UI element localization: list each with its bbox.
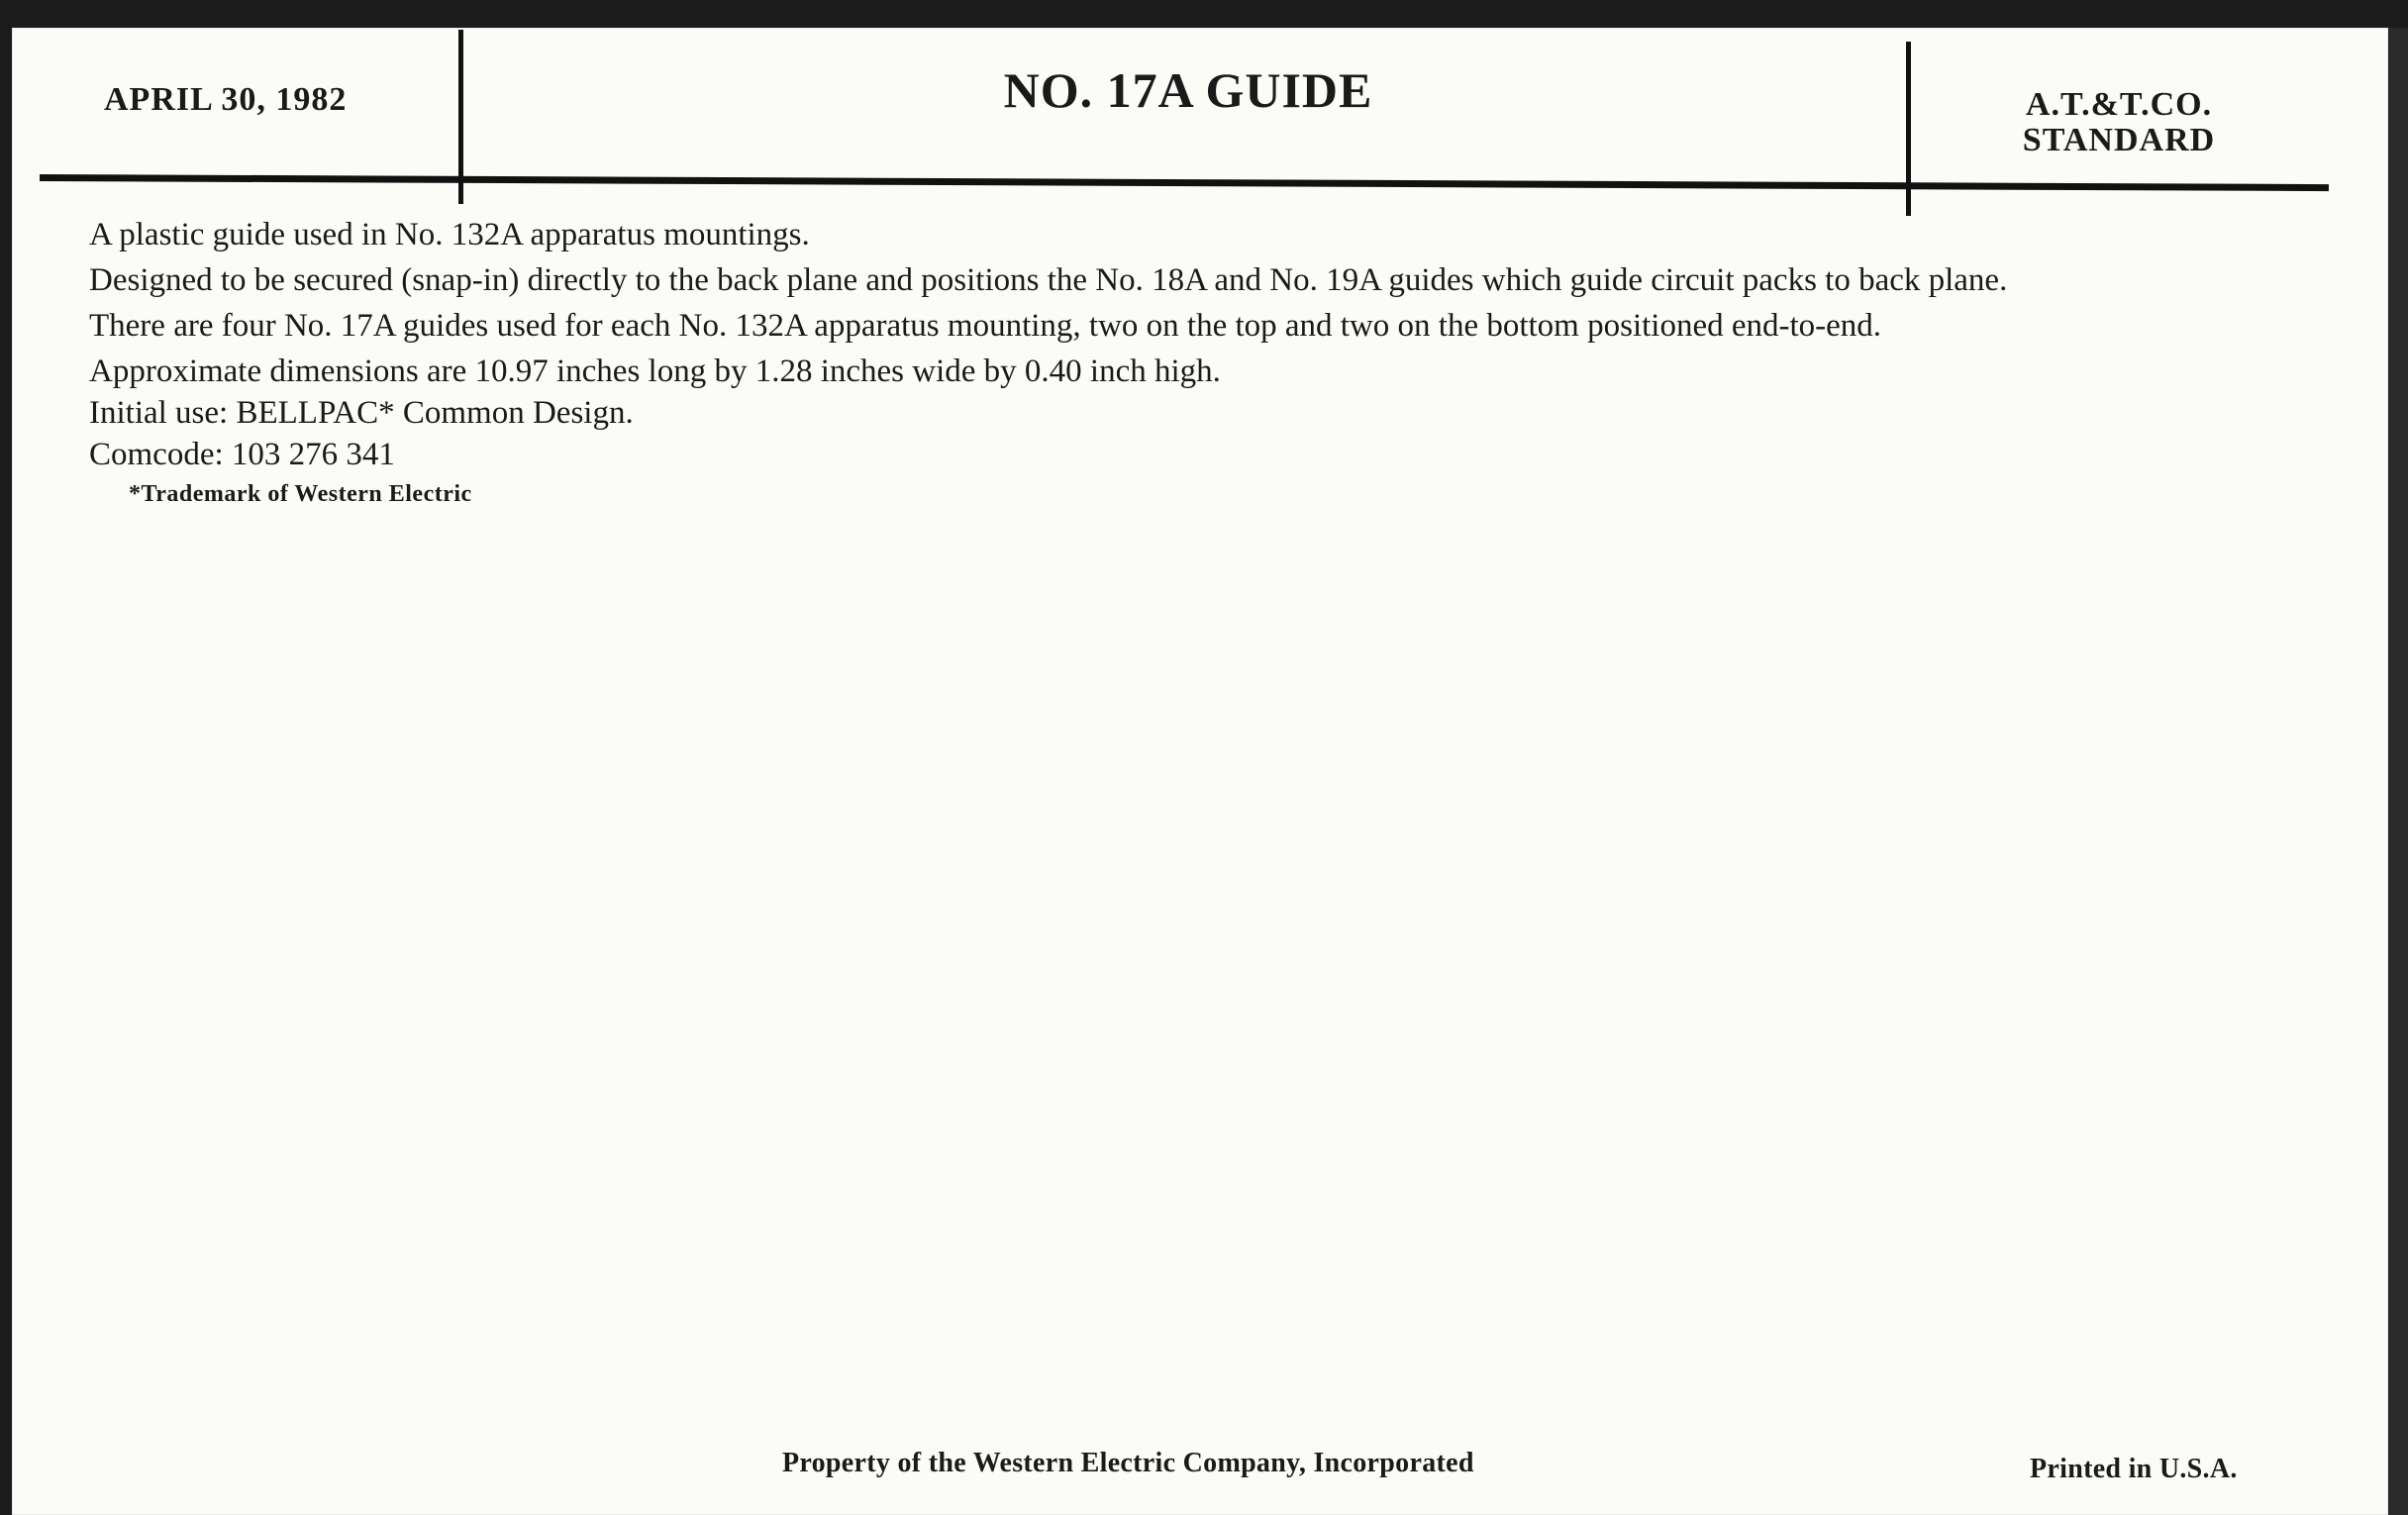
- paragraph-description: A plastic guide used in No. 132A apparatus mountings.: [89, 217, 810, 252]
- printed-notice: Printed in U.S.A.: [2030, 1454, 2238, 1484]
- standard-label-line1: A.T.&T.CO.: [2025, 86, 2213, 123]
- standard-label-line2: STANDARD: [2022, 122, 2216, 158]
- issue-date: APRIL 30, 1982: [104, 81, 348, 118]
- document-title: NO. 17A GUIDE: [1003, 62, 1373, 118]
- paragraph-design: Designed to be secured (snap-in) directly to the back plane and positions the No. 18A and No. 19A guides which guide circuit packs to back plane.: [89, 262, 2008, 298]
- trademark-footnote: *Trademark of Western Electric: [129, 481, 472, 507]
- scan-edge: [2388, 28, 2408, 1515]
- standard-label: [1921, 87, 2317, 158]
- property-notice: Property of the Western Electric Company, Incorporated: [782, 1448, 1474, 1478]
- paragraph-dimensions: Approximate dimensions are 10.97 inches long by 1.28 inches wide by 0.40 inch high.: [89, 354, 1221, 389]
- paragraph-comcode: Comcode: 103 276 341: [89, 437, 395, 472]
- paragraph-usage: There are four No. 17A guides used for each No. 132A apparatus mounting, two on the top and two on the bottom positioned end-to-end.: [89, 308, 1882, 344]
- document-body: [89, 218, 2287, 511]
- paragraph-initial-use: Initial use: BELLPAC* Common Design.: [89, 395, 634, 431]
